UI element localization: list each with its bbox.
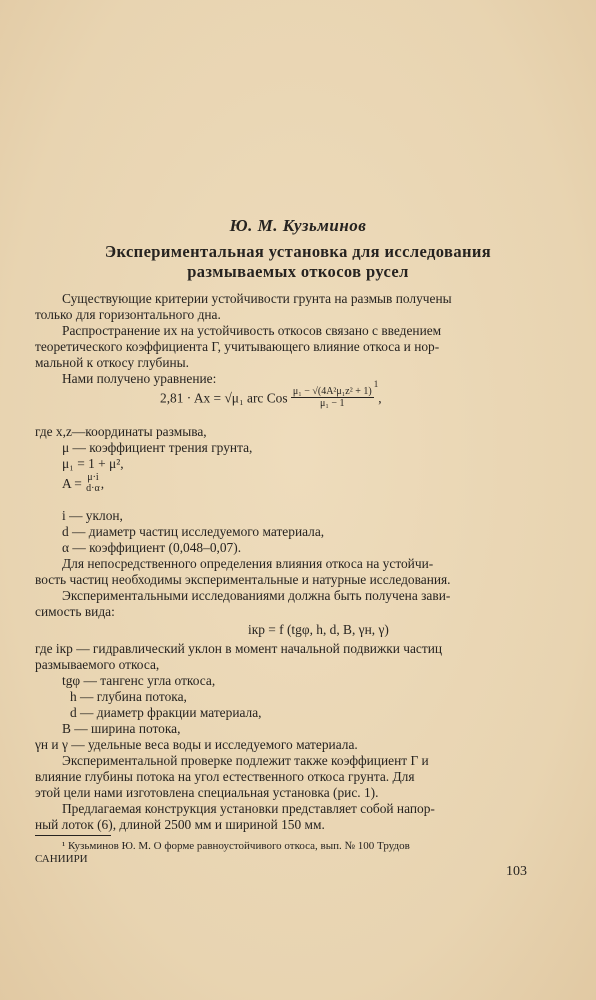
equation-1-tail: , xyxy=(378,390,382,406)
equation-1-denominator: μ₁ − 1 xyxy=(320,398,345,409)
paragraph-2-line-2: теоретического коэффициента Г, учитывающего влияние откоса и нор- xyxy=(35,339,440,354)
definition-d2: d — диаметр фракции материала, xyxy=(70,705,262,720)
where-2-line-1: где iкр — гидравлический уклон в момент начальной подвижки частиц xyxy=(35,641,443,656)
paragraph-7-line-2: ный лоток (6), длиной 2500 мм и шириной 150 мм. xyxy=(35,817,325,832)
definition-mu1: μ₁ = 1 + μ², xyxy=(62,456,124,471)
page-number: 103 xyxy=(506,864,527,879)
paragraph-6-line-2: влияние глубины потока на угол естественного откоса грунта. Для xyxy=(35,769,415,784)
where-2-line-2: размываемого откоса, xyxy=(35,657,160,672)
equation-1-exponent: 1 xyxy=(373,379,379,390)
definition-mu: μ — коэффициент трения грунта, xyxy=(62,440,253,455)
paragraph-2-line-1: Распространение их на устойчивость откосов связано с введением xyxy=(62,323,442,338)
definition-A-denominator: d·α xyxy=(86,483,100,494)
definition-i: i — уклон, xyxy=(62,508,123,523)
definition-d: d — диаметр частиц исследуемого материала, xyxy=(62,524,325,539)
definition-tg: tgφ — тангенс угла откоса, xyxy=(62,673,216,688)
paragraph-4-line-2: вость частиц необходимы экспериментальные и натурные исследования. xyxy=(35,572,451,587)
definition-B: B — ширина потока, xyxy=(62,721,181,736)
paragraph-6-line-1: Экспериментальной проверке подлежит также коэффициент Г и xyxy=(62,753,429,768)
paragraph-2-line-3: мальной к откосу глубины. xyxy=(35,355,189,370)
paragraph-7-line-1: Предлагаемая конструкция установки представляет собой напор- xyxy=(62,801,435,816)
definition-A-tail: , xyxy=(100,476,105,492)
where-coordinates: где x,z—координаты размыва, xyxy=(35,424,207,439)
paragraph-5-line-2: симость вида: xyxy=(35,604,115,619)
paragraph-6-line-3: этой цели нами изготовлена специальная установка (рис. 1). xyxy=(35,785,379,800)
definition-alpha: α — коэффициент (0,048–0,07). xyxy=(62,540,242,555)
definition-h: h — глубина потока, xyxy=(70,689,187,704)
definition-A xyxy=(62,474,104,496)
article-title-line-1: Экспериментальная установка для исследования xyxy=(104,242,492,261)
equation-1-lhs: 2,81 · Ax = √μ₁ arc Cos xyxy=(160,390,288,406)
paragraph-4-line-1: Для непосредственного определения влияния откоса на устойчи- xyxy=(62,556,434,571)
definition-A-fraction xyxy=(85,472,100,494)
paragraph-5-line-1: Экспериментальными исследованиями должна быть получена зави- xyxy=(62,588,451,603)
paragraph-1-line-1: Существующие критерии устойчивости грунта на размыв получены xyxy=(62,291,452,306)
definition-A-lhs: A = xyxy=(62,476,82,492)
footnote-line-2: САНИИРИ xyxy=(35,853,88,865)
definition-A-numerator: μ·i xyxy=(87,472,99,483)
paragraph-3: Нами получено уравнение: xyxy=(62,371,217,386)
footnote-divider xyxy=(35,835,111,836)
article-title-line-2: размываемых откосов русел xyxy=(187,262,409,281)
equation-1-fraction xyxy=(291,386,374,409)
definition-gamma: γн и γ — удельные веса воды и исследуемого материала. xyxy=(35,737,358,752)
equation-1-numerator: μ₁ − √(4A²μ₁z² + 1) xyxy=(292,386,372,397)
author-name: Ю. М. Кузьминов xyxy=(229,216,367,235)
equation-2: iкр = f (tgφ, h, d, B, γн, γ) xyxy=(248,622,389,637)
equation-1 xyxy=(160,379,382,411)
paragraph-1-line-2: только для горизонтального дна. xyxy=(35,307,221,322)
footnote-line-1: ¹ Кузьминов Ю. М. О форме равноустойчивого откоса, вып. № 100 Трудов xyxy=(62,840,410,852)
